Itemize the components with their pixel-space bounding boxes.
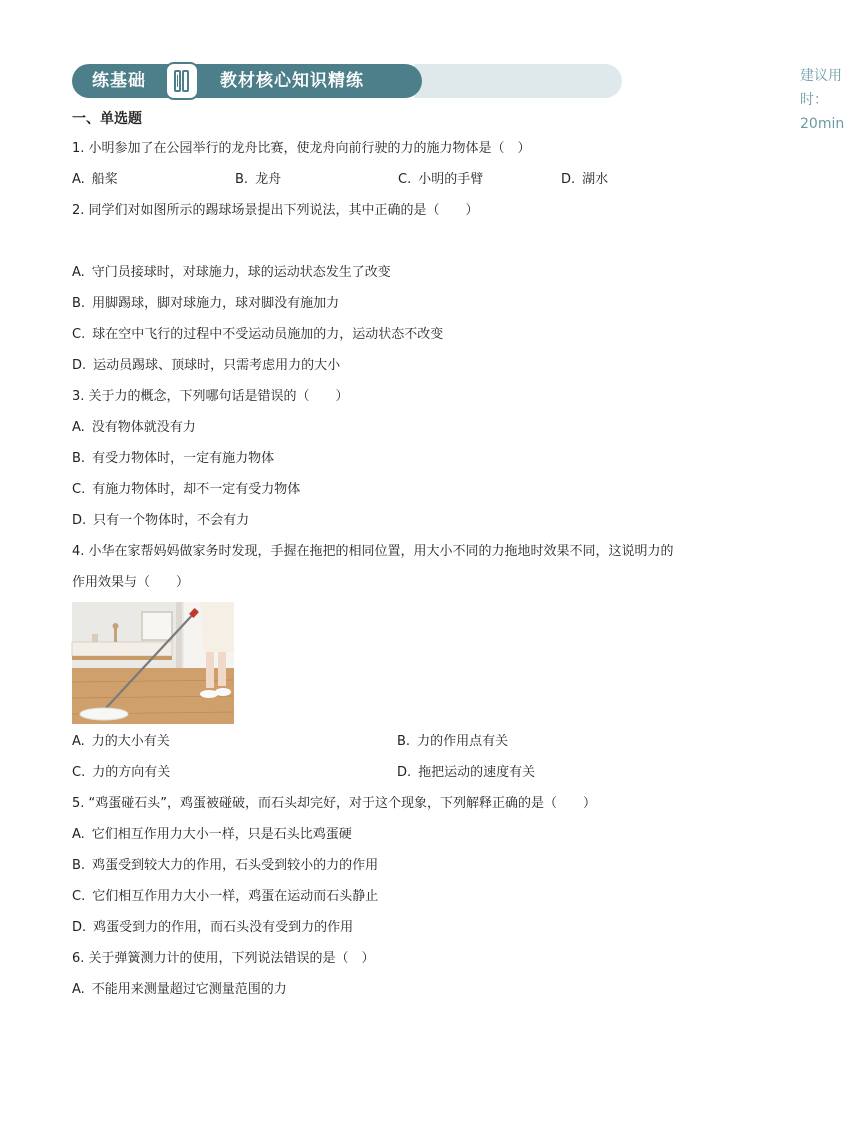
document-body [72,108,732,1005]
banner-right-label: 教材核心知识精练 [220,71,364,91]
question-stem: 5. “鸡蛋碰石头”，鸡蛋被碰破，而石头却完好，对于这个现象，下列解释正确的是（ ） [72,796,597,811]
options-row-1 [72,726,732,757]
question-stem: 1. 小明参加了在公园举行的龙舟比赛，使龙舟向前行驶的力的施力物体是（ ） [72,141,531,156]
option-a[interactable]: A. 力的大小有关 [72,734,170,749]
question-stem: 3. 关于力的概念，下列哪句话是错误的（ ） [72,389,349,404]
options-row [72,164,732,195]
option-c[interactable]: C. 有施力物体时，却不一定有受力物体 [72,482,301,497]
banner-main [72,64,422,98]
option-d[interactable]: D. 运动员踢球、顶球时，只需考虑用力的大小 [72,358,341,373]
options-row-2 [72,757,732,788]
time-pill [414,64,844,132]
option-c[interactable]: C. 小明的手臂 [398,172,484,187]
question-3 [72,381,732,536]
question-stem-line-1: 4. 小华在家帮妈妈做家务时发现，手握在拖把的相同位置，用大小不同的力拖地时效果不同，这说明力的 [72,544,674,559]
book-icon [165,62,199,100]
option-d[interactable]: D. 鸡蛋受到力的作用，而石头没有受到力的作用 [72,920,354,935]
option-d[interactable]: D. 湖水 [561,172,609,187]
option-c[interactable]: C. 球在空中飞行的过程中不受运动员施加的力，运动状态不改变 [72,327,444,342]
option-d[interactable]: D. 只有一个物体时，不会有力 [72,513,250,528]
option-d[interactable]: D. 拖把运动的速度有关 [397,765,536,780]
option-a[interactable]: A. 没有物体就没有力 [72,420,196,435]
option-b[interactable]: B. 用脚踢球，脚对球施力，球对脚没有施加力 [72,296,340,311]
question-6 [72,943,732,1005]
mopping-illustration [72,602,234,724]
option-a[interactable]: A. 船桨 [72,172,118,187]
option-b[interactable]: B. 有受力物体时，一定有施力物体 [72,451,275,466]
option-b[interactable]: B. 龙舟 [235,172,282,187]
section-title: 一、单选题 [72,111,142,127]
question-1 [72,133,732,195]
option-a[interactable]: A. 不能用来测量超过它测量范围的力 [72,982,287,997]
banner-left-label: 练基础 [92,71,146,91]
option-c[interactable]: C. 它们相互作用力大小一样，鸡蛋在运动而石头静止 [72,889,379,904]
question-stem: 6. 关于弹簧测力计的使用，下列说法错误的是（ ） [72,951,375,966]
mopping-photo [72,602,234,724]
option-b[interactable]: B. 力的作用点有关 [397,734,509,749]
option-a[interactable]: A. 它们相互作用力大小一样，只是石头比鸡蛋硬 [72,827,352,842]
figure-placeholder [72,226,732,257]
option-b[interactable]: B. 鸡蛋受到较大力的作用，石头受到较小的力的作用 [72,858,379,873]
question-5 [72,788,732,943]
question-2 [72,195,732,381]
question-stem-line-2: 作用效果与（ ） [72,575,190,590]
suggested-time: 建议用时：20min [800,68,844,132]
option-c[interactable]: C. 力的方向有关 [72,765,171,780]
question-4 [72,536,732,788]
option-a[interactable]: A. 守门员接球时，对球施力，球的运动状态发生了改变 [72,265,391,280]
question-stem: 2. 同学们对如图所示的踢球场景提出下列说法，其中正确的是（ ） [72,203,479,218]
